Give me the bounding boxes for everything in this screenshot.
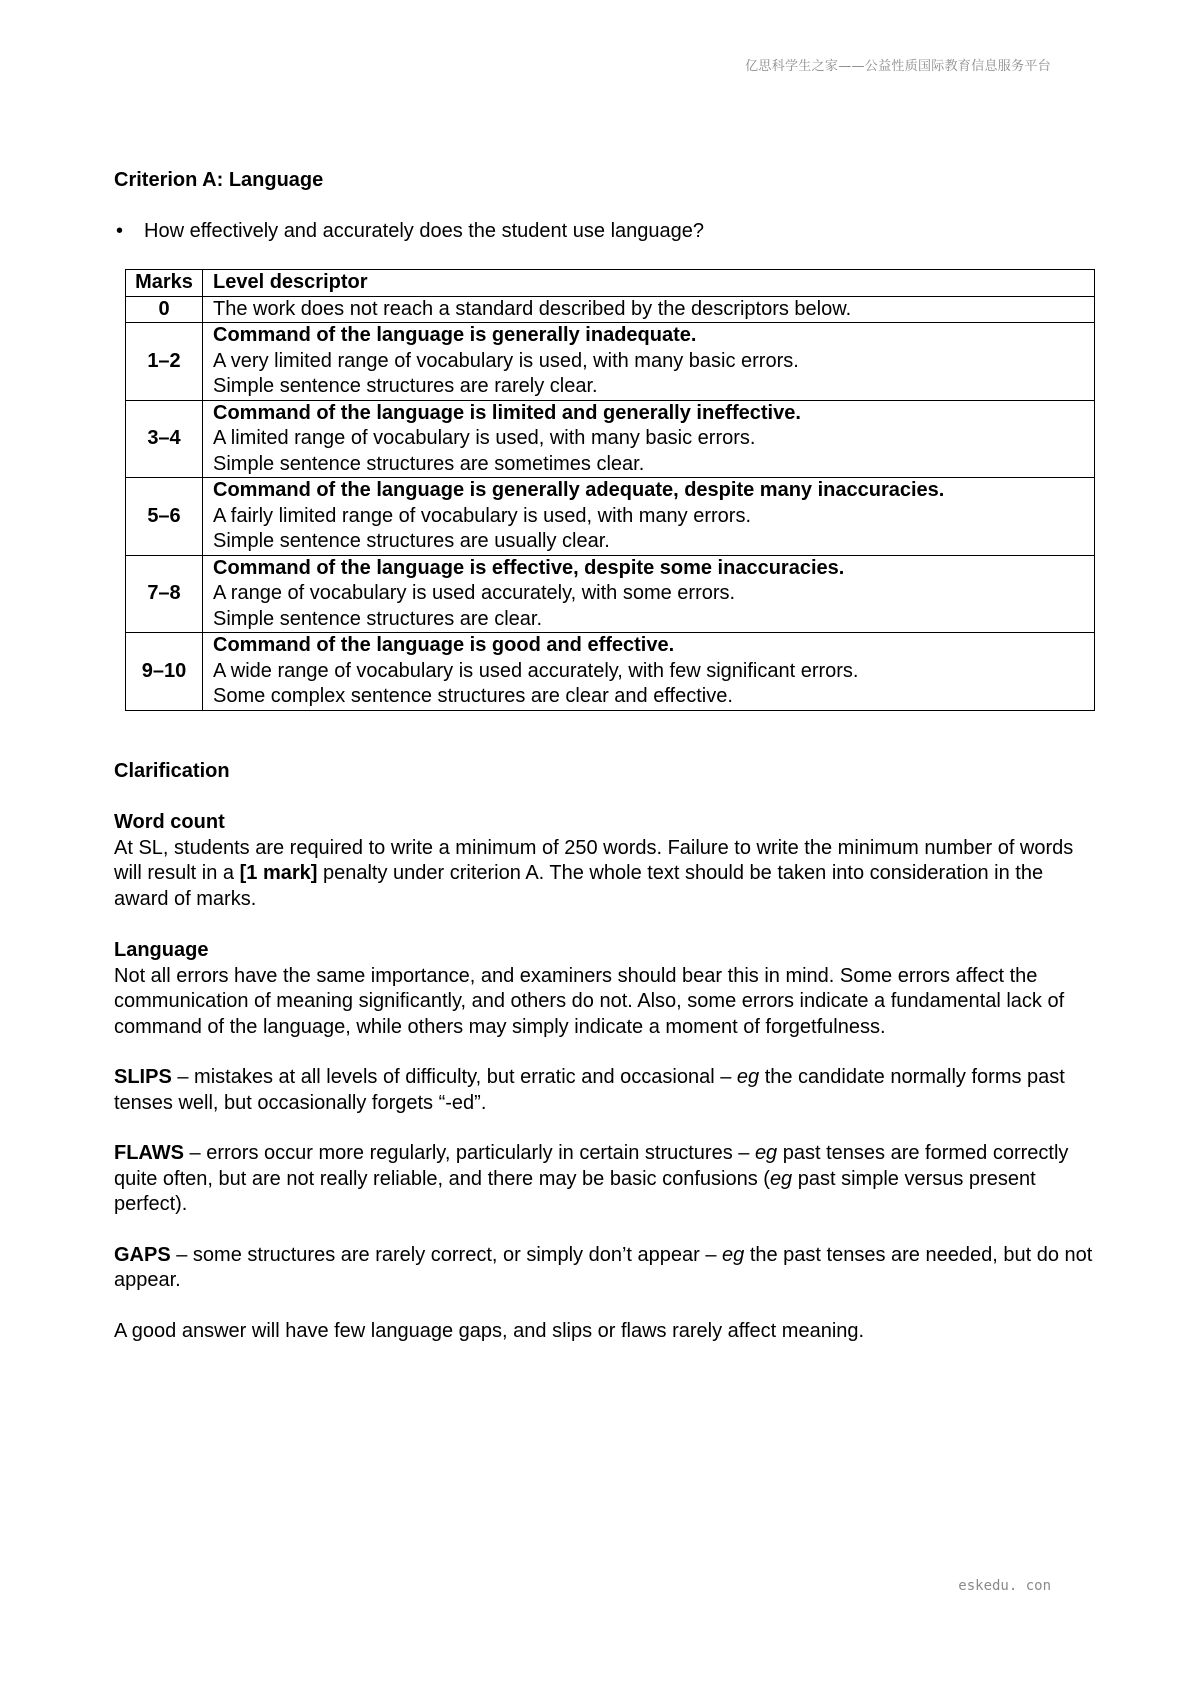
descriptor-line: A range of vocabulary is used accurately, with some errors. [213,582,736,604]
descriptor-line: Simple sentence structures are clear. [213,607,543,630]
word-count-text-cont: penalty under criterion A. The whole text should be taken into consideration in the award of marks. [114,862,1044,910]
descriptor-summary: Command of the language is limited and generally ineffective. [213,401,801,424]
descriptor-line: A wide range of vocabulary is used accurately, with few significant errors. [213,659,859,682]
descriptor-line: A limited range of vocabulary is used, with many basic errors. [213,427,756,449]
penalty-mark: [1 mark] [239,862,318,884]
eg-abbrev: eg [722,1243,745,1266]
marks-cell: 1–2 [126,323,203,401]
eg-abbrev: eg [736,1066,760,1088]
word-count-paragraph [114,836,1094,913]
descriptor-cell [203,400,1095,478]
clarification-title: Clarification [114,759,230,782]
word-count-text: At SL, students are required to write a minimum of 250 words. Failure to write the minimum number of words will result in a [114,836,1074,884]
flaws-paragraph [114,1141,1094,1218]
marks-header: Marks [126,270,203,297]
descriptor-header: Level descriptor [203,270,1095,297]
flaws-text-end: past simple versus present perfect). [114,1167,1036,1215]
slips-text-cont: the candidate normally forms past tenses well, but occasionally forgets “-ed”. [114,1066,1065,1114]
marks-cell: 7–8 [126,555,203,633]
descriptor-summary: Command of the language is good and effective. [213,634,675,656]
descriptor-cell [203,296,1095,323]
bullet-icon: • [116,219,124,242]
table-row [126,633,1095,711]
table-row [126,400,1095,478]
descriptor-summary: Command of the language is generally adequate, despite many inaccuracies. [213,479,945,501]
eg-abbrev: eg [769,1167,793,1190]
slips-term: SLIPS [114,1066,172,1088]
language-title: Language [114,939,209,961]
criterion-title: Criterion A: Language [114,169,324,191]
flaws-text: – errors occur more regularly, particularly in certain structures – [184,1142,755,1164]
table-row [126,555,1095,633]
table-row [126,323,1095,401]
marks-cell: 0 [126,296,203,323]
marks-cell: 9–10 [126,633,203,711]
slips-paragraph [114,1065,1094,1116]
descriptor-line: Simple sentence structures are sometimes clear. [213,452,645,475]
criterion-question-text: How effectively and accurately does the student use language? [144,219,704,242]
marks-cell: 5–6 [126,478,203,556]
descriptor-line: Simple sentence structures are rarely clear. [213,375,598,397]
word-count-title: Word count [114,811,225,833]
descriptor-summary: Command of the language is generally inadequate. [213,324,697,346]
descriptor-cell [203,555,1095,633]
criterion-question [114,219,1094,245]
descriptor-line: The work does not reach a standard described by the descriptors below. [213,297,852,320]
document-body [114,168,1094,1344]
eg-abbrev: eg [754,1142,778,1164]
marks-cell: 3–4 [126,400,203,478]
gaps-text: – some structures are rarely correct, or simply don’t appear – [170,1243,723,1266]
footer-watermark: eskedu. con [958,1578,1051,1594]
flaws-text-cont: past tenses are formed correctly quite often, but are not really reliable, and there may be basic confusions ( [114,1142,1069,1190]
descriptor-cell [203,633,1095,711]
gaps-paragraph [114,1243,1094,1294]
table-row [126,296,1095,323]
descriptor-cell [203,478,1095,556]
descriptor-line: A very limited range of vocabulary is used, with many basic errors. [213,349,799,372]
descriptor-line: Some complex sentence structures are clear and effective. [213,685,733,707]
header-watermark: 亿思科学生之家——公益性质国际教育信息服务平台 [745,59,1051,74]
descriptor-cell [203,323,1095,401]
descriptor-line: A fairly limited range of vocabulary is used, with many errors. [213,504,751,527]
descriptor-summary: Command of the language is effective, despite some inaccuracies. [213,556,845,579]
rubric-table [125,269,1095,711]
table-header-row [126,270,1095,297]
table-row [126,478,1095,556]
language-paragraph: Not all errors have the same importance, and examiners should bear this in mind. Some errors affect the communication of meaning significantly, and others do not. Also, some errors indicate a fundamental lack of command of the language, while others may simply indicate a moment of forgetfulness. [114,964,1065,1038]
gaps-term: GAPS [114,1243,171,1266]
closing-paragraph: A good answer will have few language gaps, and slips or flaws rarely affect meaning. [114,1319,865,1342]
flaws-term: FLAWS [114,1142,184,1164]
gaps-text-cont: the past tenses are needed, but do not appear. [114,1243,1093,1291]
descriptor-line: Simple sentence structures are usually clear. [213,530,610,552]
slips-text: – mistakes at all levels of difficulty, but erratic and occasional – [171,1066,737,1088]
